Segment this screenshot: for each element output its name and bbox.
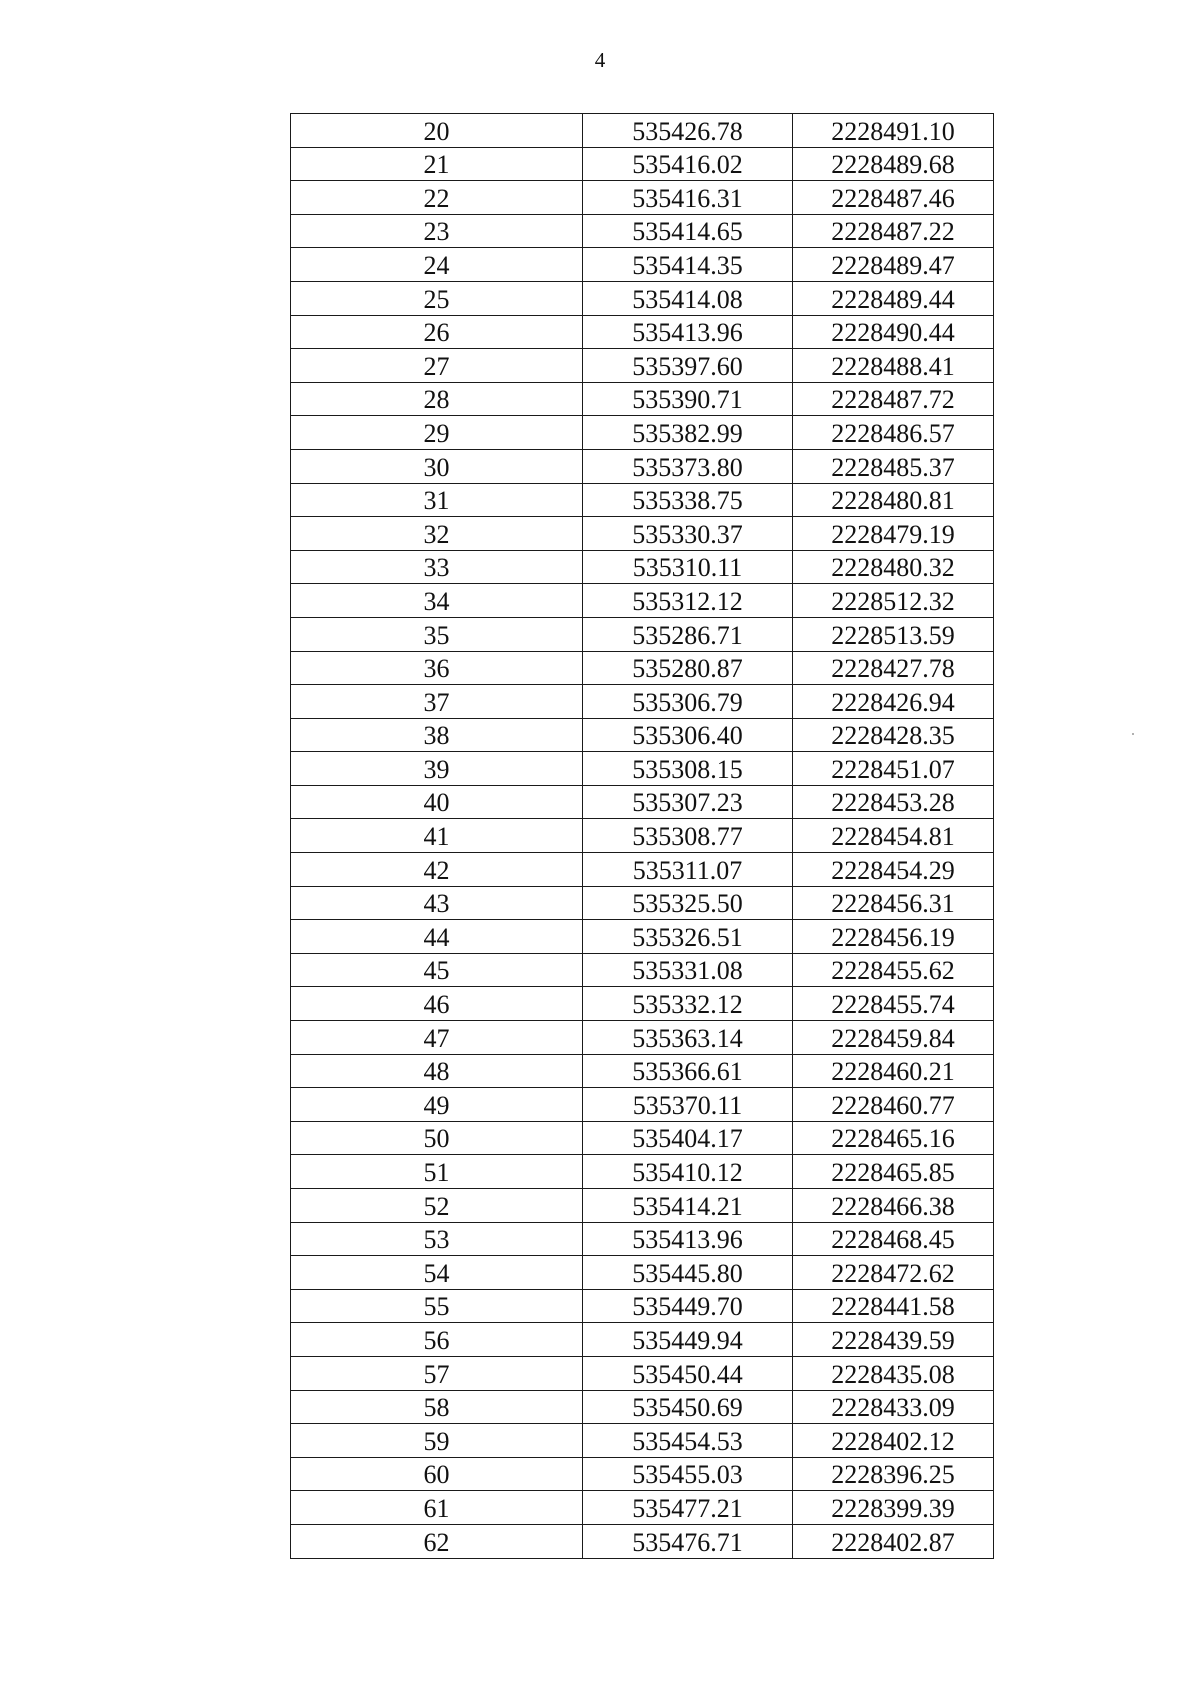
table-row [291,1491,994,1525]
point-number-cell: 28 [291,382,583,416]
point-number-cell: 34 [291,584,583,618]
y-coordinate-cell: 2228455.62 [793,953,994,987]
point-number-cell: 57 [291,1356,583,1390]
y-coordinate-cell: 2228490.44 [793,315,994,349]
point-number-cell: 50 [291,1121,583,1155]
point-number-cell: 21 [291,147,583,181]
x-coordinate-cell: 535413.96 [583,315,793,349]
table-row [291,483,994,517]
y-coordinate-cell: 2228513.59 [793,617,994,651]
x-coordinate-cell: 535414.21 [583,1189,793,1223]
table-row [291,685,994,719]
table-row [291,1189,994,1223]
point-number-cell: 46 [291,987,583,1021]
coordinates-table [290,113,994,1559]
table-row [291,147,994,181]
coordinates-table-body [291,114,994,1559]
point-number-cell: 38 [291,718,583,752]
table-row [291,1356,994,1390]
x-coordinate-cell: 535308.15 [583,752,793,786]
point-number-cell: 32 [291,517,583,551]
y-coordinate-cell: 2228460.77 [793,1088,994,1122]
table-row [291,181,994,215]
x-coordinate-cell: 535366.61 [583,1054,793,1088]
y-coordinate-cell: 2228489.68 [793,147,994,181]
x-coordinate-cell: 535397.60 [583,349,793,383]
y-coordinate-cell: 2228487.72 [793,382,994,416]
y-coordinate-cell: 2228428.35 [793,718,994,752]
x-coordinate-cell: 535450.44 [583,1356,793,1390]
y-coordinate-cell: 2228487.22 [793,214,994,248]
x-coordinate-cell: 535373.80 [583,449,793,483]
point-number-cell: 37 [291,685,583,719]
point-number-cell: 56 [291,1323,583,1357]
table-row [291,1390,994,1424]
table-row [291,517,994,551]
x-coordinate-cell: 535404.17 [583,1121,793,1155]
table-row [291,1256,994,1290]
table-row [291,617,994,651]
y-coordinate-cell: 2228489.44 [793,281,994,315]
y-coordinate-cell: 2228486.57 [793,416,994,450]
x-coordinate-cell: 535280.87 [583,651,793,685]
y-coordinate-cell: 2228439.59 [793,1323,994,1357]
point-number-cell: 49 [291,1088,583,1122]
table-row [291,1054,994,1088]
point-number-cell: 51 [291,1155,583,1189]
point-number-cell: 60 [291,1457,583,1491]
x-coordinate-cell: 535363.14 [583,1021,793,1055]
table-row [291,1222,994,1256]
point-number-cell: 54 [291,1256,583,1290]
y-coordinate-cell: 2228456.19 [793,920,994,954]
table-row [291,987,994,1021]
scan-speck [1132,733,1134,735]
y-coordinate-cell: 2228466.38 [793,1189,994,1223]
x-coordinate-cell: 535312.12 [583,584,793,618]
table-row [291,1121,994,1155]
point-number-cell: 52 [291,1189,583,1223]
point-number-cell: 30 [291,449,583,483]
point-number-cell: 48 [291,1054,583,1088]
point-number-cell: 53 [291,1222,583,1256]
table-row [291,382,994,416]
x-coordinate-cell: 535449.70 [583,1289,793,1323]
y-coordinate-cell: 2228465.16 [793,1121,994,1155]
x-coordinate-cell: 535330.37 [583,517,793,551]
table-row [291,1323,994,1357]
x-coordinate-cell: 535306.79 [583,685,793,719]
x-coordinate-cell: 535390.71 [583,382,793,416]
y-coordinate-cell: 2228485.37 [793,449,994,483]
y-coordinate-cell: 2228465.85 [793,1155,994,1189]
point-number-cell: 59 [291,1424,583,1458]
y-coordinate-cell: 2228441.58 [793,1289,994,1323]
point-number-cell: 20 [291,114,583,148]
x-coordinate-cell: 535476.71 [583,1524,793,1558]
table-row [291,886,994,920]
table-row [291,853,994,887]
y-coordinate-cell: 2228468.45 [793,1222,994,1256]
x-coordinate-cell: 535416.31 [583,181,793,215]
x-coordinate-cell: 535311.07 [583,853,793,887]
x-coordinate-cell: 535308.77 [583,819,793,853]
x-coordinate-cell: 535286.71 [583,617,793,651]
y-coordinate-cell: 2228451.07 [793,752,994,786]
table-row [291,1021,994,1055]
x-coordinate-cell: 535307.23 [583,785,793,819]
x-coordinate-cell: 535413.96 [583,1222,793,1256]
x-coordinate-cell: 535455.03 [583,1457,793,1491]
y-coordinate-cell: 2228433.09 [793,1390,994,1424]
x-coordinate-cell: 535450.69 [583,1390,793,1424]
table-row [291,1289,994,1323]
table-row [291,315,994,349]
y-coordinate-cell: 2228396.25 [793,1457,994,1491]
table-row [291,785,994,819]
y-coordinate-cell: 2228472.62 [793,1256,994,1290]
x-coordinate-cell: 535454.53 [583,1424,793,1458]
y-coordinate-cell: 2228426.94 [793,685,994,719]
point-number-cell: 39 [291,752,583,786]
x-coordinate-cell: 535310.11 [583,550,793,584]
point-number-cell: 23 [291,214,583,248]
point-number-cell: 42 [291,853,583,887]
x-coordinate-cell: 535306.40 [583,718,793,752]
table-row [291,819,994,853]
point-number-cell: 62 [291,1524,583,1558]
x-coordinate-cell: 535325.50 [583,886,793,920]
x-coordinate-cell: 535370.11 [583,1088,793,1122]
point-number-cell: 26 [291,315,583,349]
table-row [291,114,994,148]
point-number-cell: 44 [291,920,583,954]
y-coordinate-cell: 2228480.81 [793,483,994,517]
y-coordinate-cell: 2228454.29 [793,853,994,887]
x-coordinate-cell: 535331.08 [583,953,793,987]
table-row [291,953,994,987]
x-coordinate-cell: 535414.08 [583,281,793,315]
y-coordinate-cell: 2228488.41 [793,349,994,383]
point-number-cell: 27 [291,349,583,383]
x-coordinate-cell: 535414.35 [583,248,793,282]
point-number-cell: 61 [291,1491,583,1525]
table-row [291,718,994,752]
point-number-cell: 47 [291,1021,583,1055]
point-number-cell: 29 [291,416,583,450]
point-number-cell: 40 [291,785,583,819]
table-row [291,920,994,954]
x-coordinate-cell: 535414.65 [583,214,793,248]
y-coordinate-cell: 2228479.19 [793,517,994,551]
x-coordinate-cell: 535410.12 [583,1155,793,1189]
point-number-cell: 25 [291,281,583,315]
table-row [291,584,994,618]
x-coordinate-cell: 535416.02 [583,147,793,181]
table-row [291,1088,994,1122]
table-row [291,1457,994,1491]
x-coordinate-cell: 535449.94 [583,1323,793,1357]
point-number-cell: 43 [291,886,583,920]
table-row [291,752,994,786]
y-coordinate-cell: 2228453.28 [793,785,994,819]
y-coordinate-cell: 2228455.74 [793,987,994,1021]
point-number-cell: 58 [291,1390,583,1424]
y-coordinate-cell: 2228402.12 [793,1424,994,1458]
y-coordinate-cell: 2228460.21 [793,1054,994,1088]
y-coordinate-cell: 2228491.10 [793,114,994,148]
x-coordinate-cell: 535338.75 [583,483,793,517]
table-row [291,550,994,584]
y-coordinate-cell: 2228459.84 [793,1021,994,1055]
table-row [291,349,994,383]
y-coordinate-cell: 2228480.32 [793,550,994,584]
x-coordinate-cell: 535445.80 [583,1256,793,1290]
x-coordinate-cell: 535326.51 [583,920,793,954]
point-number-cell: 22 [291,181,583,215]
x-coordinate-cell: 535426.78 [583,114,793,148]
y-coordinate-cell: 2228435.08 [793,1356,994,1390]
table-row [291,1524,994,1558]
x-coordinate-cell: 535332.12 [583,987,793,1021]
y-coordinate-cell: 2228489.47 [793,248,994,282]
page-number: 4 [594,48,606,72]
point-number-cell: 33 [291,550,583,584]
table-row [291,416,994,450]
table-row [291,214,994,248]
point-number-cell: 36 [291,651,583,685]
table-row [291,281,994,315]
x-coordinate-cell: 535382.99 [583,416,793,450]
y-coordinate-cell: 2228454.81 [793,819,994,853]
point-number-cell: 45 [291,953,583,987]
point-number-cell: 55 [291,1289,583,1323]
point-number-cell: 24 [291,248,583,282]
point-number-cell: 35 [291,617,583,651]
table-row [291,449,994,483]
table-row [291,651,994,685]
y-coordinate-cell: 2228512.32 [793,584,994,618]
y-coordinate-cell: 2228487.46 [793,181,994,215]
y-coordinate-cell: 2228399.39 [793,1491,994,1525]
table-row [291,1155,994,1189]
y-coordinate-cell: 2228402.87 [793,1524,994,1558]
y-coordinate-cell: 2228456.31 [793,886,994,920]
point-number-cell: 31 [291,483,583,517]
table-row [291,1424,994,1458]
table-row [291,248,994,282]
y-coordinate-cell: 2228427.78 [793,651,994,685]
point-number-cell: 41 [291,819,583,853]
x-coordinate-cell: 535477.21 [583,1491,793,1525]
